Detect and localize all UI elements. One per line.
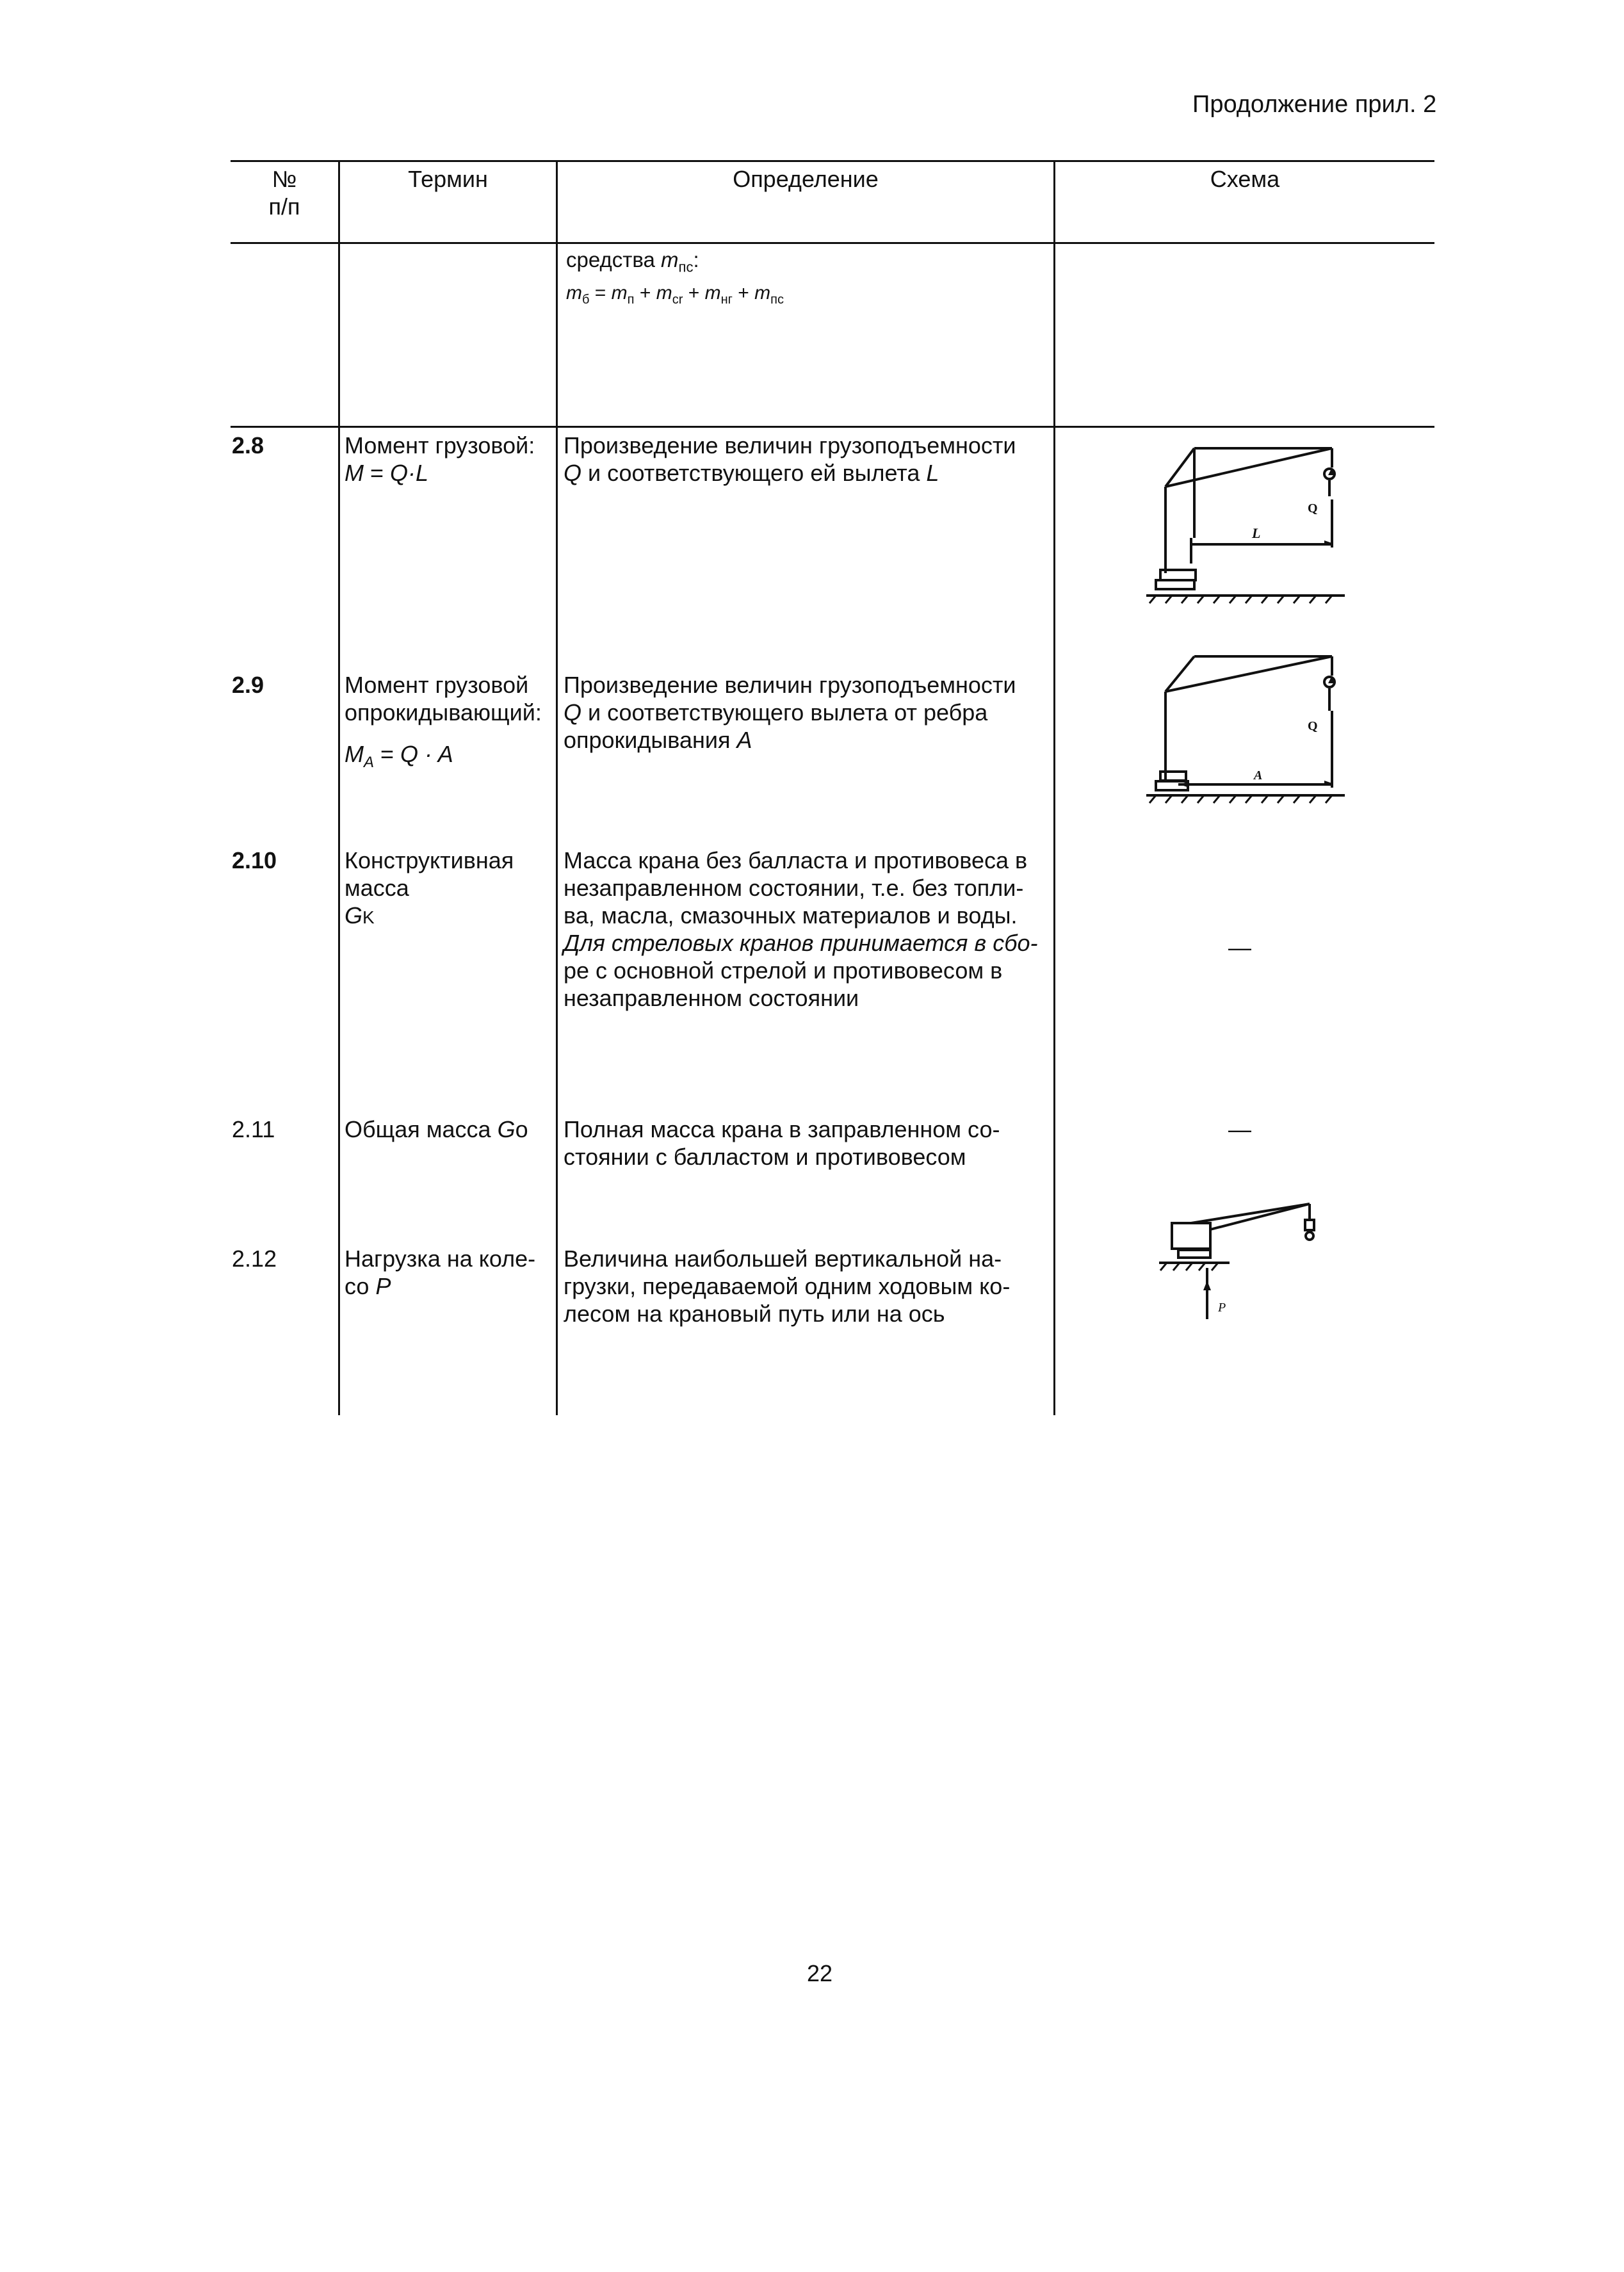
definition-2-11: Полная масса крана в заправленном со- стоянии с балластом и противовесом xyxy=(564,1116,1000,1170)
page-number: 22 xyxy=(807,1960,833,1986)
term-2-9: Момент грузовой опрокидывающий: $M_A = Q \cdot A$ xyxy=(345,672,542,772)
row-num-2-10: 2.10 xyxy=(232,847,277,873)
row-num-2-12: 2.12 xyxy=(232,1246,277,1272)
term-2-12: Нагрузка на коле- со P xyxy=(345,1246,536,1299)
crane-load-moment-diagram xyxy=(1140,435,1351,621)
row-divider xyxy=(231,426,1434,428)
col-header-scheme: Схема xyxy=(1210,166,1280,192)
col-header-definition: Определение xyxy=(733,166,879,192)
col-divider-3 xyxy=(1053,160,1055,1415)
definition-2-8: Произведение величин грузоподъемности Q и соответствующего ей вылета L xyxy=(564,432,1016,486)
crane-wheel-load-diagram xyxy=(1153,1191,1332,1338)
term-2-8: Момент грузовой: M = Q·L xyxy=(345,432,535,486)
definition-2-9: Произведение величин грузоподъемности Q и соответствующего вылета от ребра опрокидывания A xyxy=(564,672,1016,753)
label-Q: Q xyxy=(1308,719,1318,733)
label-P: P xyxy=(1218,1301,1226,1315)
scheme-2-10: — xyxy=(1228,934,1251,961)
col-header-num: № п/п xyxy=(268,166,300,220)
row-num-2-9: 2.9 xyxy=(232,672,264,698)
label-Q: Q xyxy=(1308,501,1318,515)
col-divider-1 xyxy=(338,160,340,1415)
label-A: A xyxy=(1254,768,1263,783)
header-bottom-rule xyxy=(231,242,1434,244)
definition-2-10: Масса крана без балласта и противовеса в незаправленном состоянии, т.е. без топли- ва, масла, смазочных материалов и воды. Для стреловых кранов принимается в сбо- ре с основной стрелой и противовесом в незаправленном состоянии xyxy=(564,847,1038,1011)
table-top-rule xyxy=(231,160,1434,162)
continued-definition: средства $m_{пс}$: $m_б = m_п + m_{cr} + m_{нг} + m_{пс}$ xyxy=(566,247,784,312)
definition-2-12: Величина наибольшей вертикальной на- грузки, передаваемой одним ходовым ко- лесом на крановый путь или на ось xyxy=(564,1246,1011,1327)
term-2-11: Общая масса Go xyxy=(345,1116,528,1142)
term-2-10: Конструктивная масса GK xyxy=(345,847,514,929)
continuation-note: Продолжение прил. 2 xyxy=(1192,91,1437,118)
col-divider-2 xyxy=(556,160,558,1415)
col-header-term: Термин xyxy=(408,166,488,192)
mass-formula: $m_б = m_п + m_{cr} + m_{нг} + m_{пс}$ xyxy=(566,282,784,307)
row-num-2-8: 2.8 xyxy=(232,432,264,458)
crane-tipping-moment-diagram xyxy=(1140,647,1351,826)
scheme-2-11: — xyxy=(1228,1116,1251,1142)
label-L: L xyxy=(1252,525,1261,541)
row-num-2-11: 2.11 xyxy=(232,1116,275,1142)
